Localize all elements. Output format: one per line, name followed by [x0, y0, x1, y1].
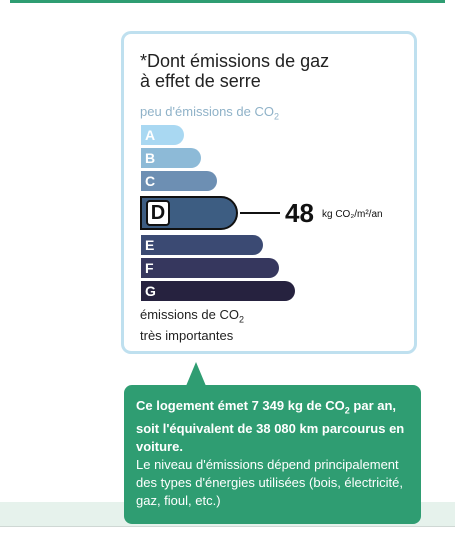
class-bar-g [141, 281, 295, 301]
high-label-line-1 [140, 307, 244, 328]
heading-line-2: à effet de serre [140, 71, 261, 91]
tooltip-summary-sub: 2 [344, 405, 350, 416]
tooltip-arrow [186, 362, 206, 386]
emission-unit: kg CO₂/m²/an [322, 209, 383, 220]
class-letter-c: C [145, 173, 156, 189]
high-label-sub: 2 [238, 314, 244, 325]
tooltip-summary-part1: Ce logement émet 7 349 kg de CO [136, 398, 345, 413]
class-letter-b: B [145, 150, 156, 166]
tooltip-summary-part2: par an, soit l'équivalent de 38 080 km parcourus en voiture. [136, 398, 405, 454]
class-bar-f [141, 258, 279, 278]
heading-line-1: *Dont émissions de gaz [140, 51, 330, 71]
class-bar-e [141, 235, 263, 255]
tooltip-summary [136, 397, 409, 456]
high-label-text: émissions de CO [140, 307, 239, 322]
top-divider [10, 0, 445, 3]
class-letter-f: F [145, 260, 154, 276]
emission-value: 48 [285, 198, 314, 228]
class-letter-g: G [145, 283, 156, 299]
tooltip-body: Le niveau d'émissions dépend principalement des types d'énergies utilisées (bois, électricité, gaz, fioul, etc.) [136, 456, 403, 508]
low-label-sub: 2 [274, 111, 280, 122]
class-letter-e: E [145, 237, 155, 253]
class-letter-a: A [145, 127, 156, 143]
low-emissions-label [140, 104, 279, 122]
class-bar-c [141, 171, 217, 191]
emissions-tooltip [124, 385, 421, 524]
value-pointer-line [240, 212, 280, 214]
class-bar-a [141, 125, 184, 145]
high-emissions-label [140, 307, 244, 344]
class-bar-b [141, 148, 201, 168]
ges-heading [140, 51, 380, 91]
high-label-line-2: très importantes [140, 327, 234, 343]
class-letter-d: D [146, 200, 170, 226]
low-label-text: peu d'émissions de CO [140, 104, 274, 119]
